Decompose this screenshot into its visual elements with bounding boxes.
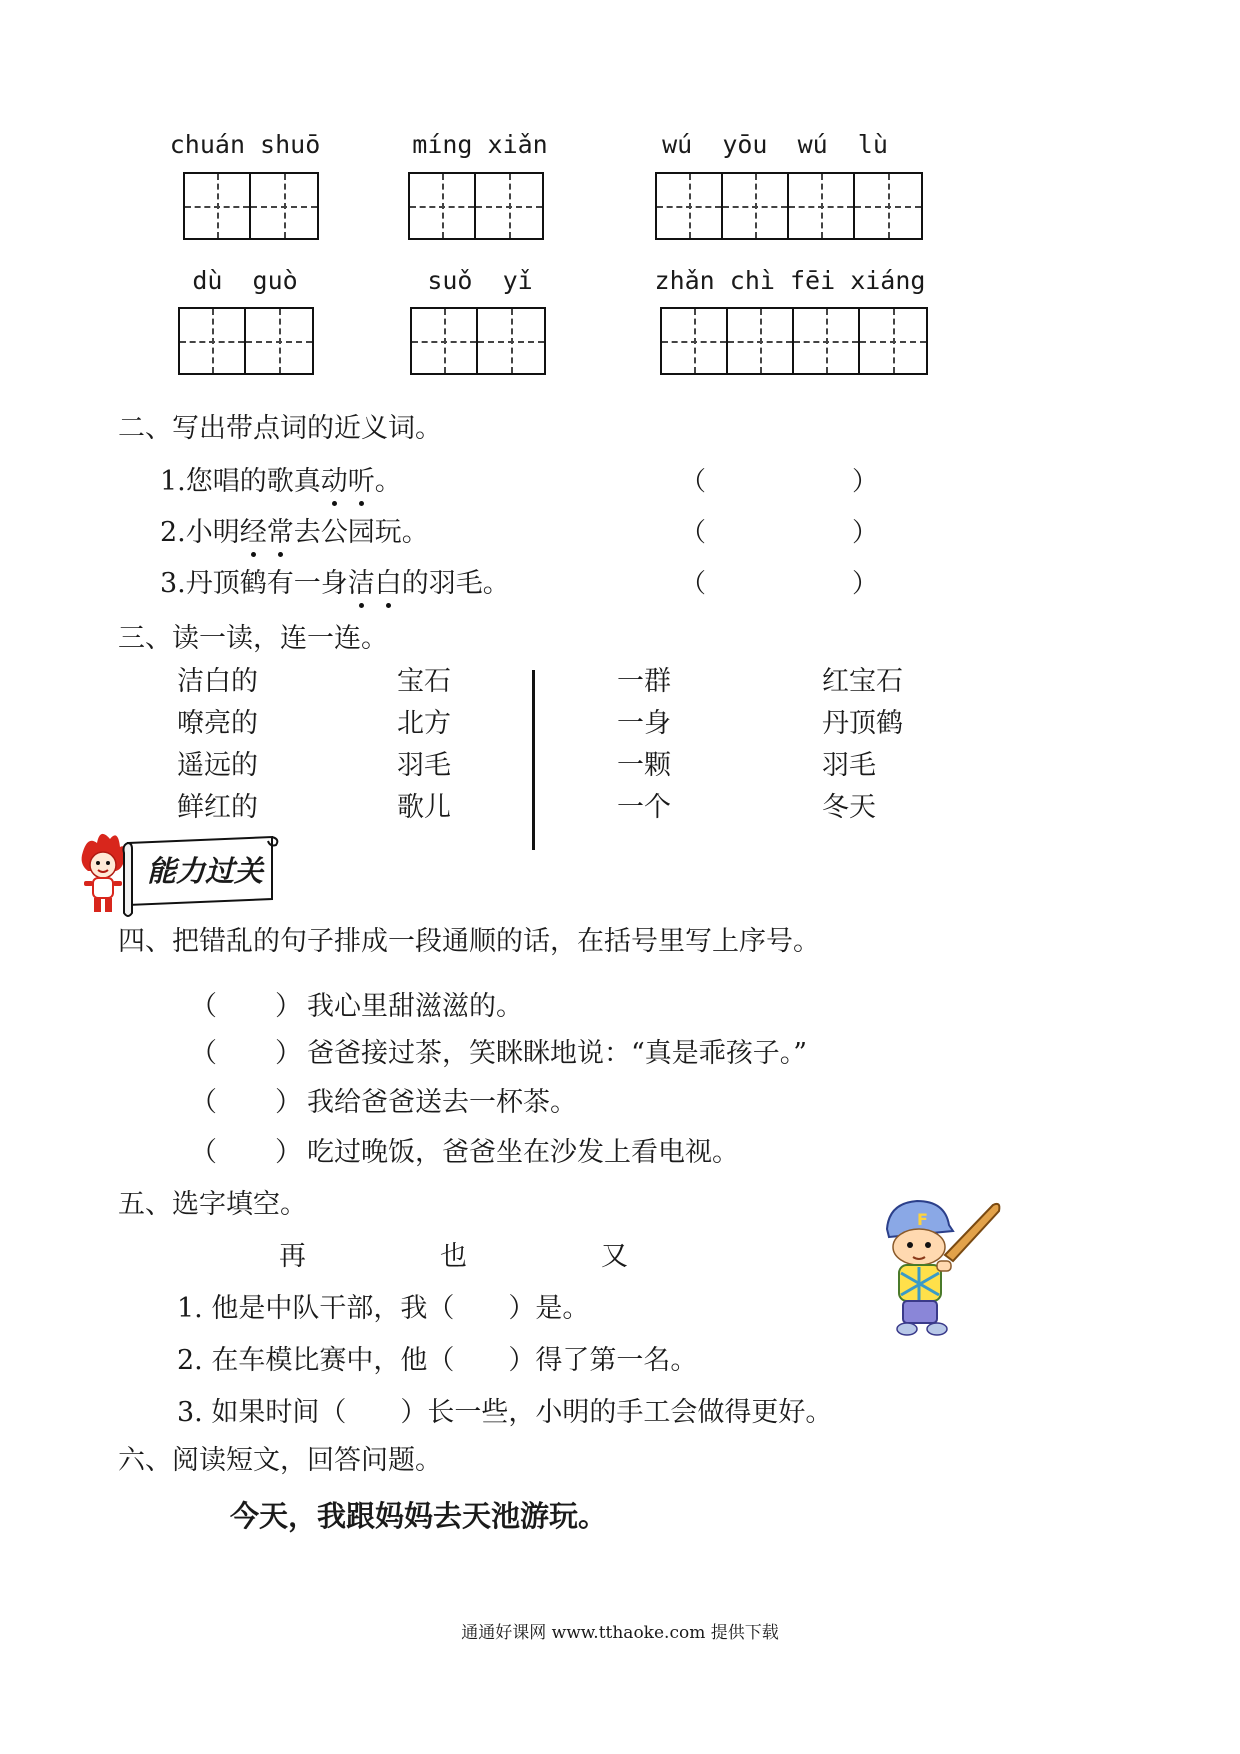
fill-item[interactable]: 1. 他是中队干部，我（ ）是。 — [177, 1293, 590, 1324]
pinyin-label: chuán shuō — [169, 130, 321, 159]
order-paren-close: ） — [275, 991, 302, 1022]
pinyin-label: wú yōu wú lù — [662, 130, 888, 159]
choice-char: 再 — [279, 1241, 306, 1272]
choice-char: 也 — [440, 1241, 467, 1272]
section-title: 三、读一读，连一连。 — [118, 623, 388, 654]
match-word[interactable]: 遥远的 — [177, 750, 258, 781]
match-word[interactable]: 一颗 — [617, 750, 671, 781]
baseball-kid-icon — [875, 1195, 1005, 1345]
order-paren-close: ） — [275, 1137, 302, 1168]
match-word[interactable]: 羽毛 — [822, 750, 876, 781]
section-title: 二、写出带点词的近义词。 — [118, 413, 442, 444]
answer-paren-close: ） — [852, 467, 879, 497]
match-word[interactable]: 鲜红的 — [177, 792, 258, 823]
match-word[interactable]: 北方 — [397, 708, 451, 739]
order-blank[interactable] — [210, 990, 270, 1024]
writing-grid[interactable] — [408, 172, 544, 240]
section-title: 四、把错乱的句子排成一段通顺的话，在括号里写上序号。 — [118, 926, 820, 957]
order-sentence: 吃过晚饭，爸爸坐在沙发上看电视。 — [307, 1137, 739, 1168]
pinyin-label: dù guò — [192, 266, 298, 295]
order-paren-open: （ — [190, 1087, 217, 1118]
order-paren-open: （ — [190, 1038, 217, 1069]
writing-grid[interactable] — [655, 172, 923, 240]
question-item: 1.您唱的歌真动听。 — [160, 466, 402, 497]
match-word[interactable]: 一身 — [617, 708, 671, 739]
svg-text:F: F — [917, 1210, 928, 1229]
match-word[interactable]: 一个 — [617, 792, 671, 823]
section-title: 六、阅读短文，回答问题。 — [118, 1445, 442, 1476]
column-divider — [532, 670, 535, 850]
ability-banner — [72, 825, 282, 925]
writing-grid[interactable] — [410, 307, 546, 375]
question-item: 3.丹顶鹤有一身洁白的羽毛。 — [160, 568, 510, 599]
match-word[interactable]: 嘹亮的 — [177, 708, 258, 739]
match-word[interactable]: 宝石 — [397, 666, 451, 697]
match-word[interactable]: 一群 — [617, 666, 671, 697]
question-item: 2.小明经常去公园玩。 — [160, 517, 429, 548]
answer-paren-open: （ — [680, 569, 707, 599]
order-blank[interactable] — [210, 1136, 270, 1170]
answer-paren-close: ） — [852, 518, 879, 548]
answer-blank[interactable] — [700, 516, 850, 550]
match-word[interactable]: 歌儿 — [397, 792, 451, 823]
choice-char: 又 — [601, 1241, 628, 1272]
fill-item[interactable]: 3. 如果时间（ ）长一些，小明的手工会做得更好。 — [177, 1397, 833, 1428]
answer-paren-open: （ — [680, 467, 707, 497]
fill-item[interactable]: 2. 在车模比赛中，他（ ）得了第一名。 — [177, 1345, 698, 1376]
writing-grid[interactable] — [183, 172, 319, 240]
order-paren-close: ） — [275, 1038, 302, 1069]
answer-paren-open: （ — [680, 518, 707, 548]
answer-paren-close: ） — [852, 569, 879, 599]
page-footer: 通通好课网 www.tthaoke.com 提供下载 — [461, 1623, 779, 1643]
answer-blank[interactable] — [700, 465, 850, 499]
match-word[interactable]: 丹顶鹤 — [822, 708, 903, 739]
order-blank[interactable] — [210, 1037, 270, 1071]
section-title: 五、选字填空。 — [118, 1189, 307, 1220]
order-sentence: 我给爸爸送去一杯茶。 — [307, 1087, 577, 1118]
banner-label: 能力过关 — [147, 854, 264, 888]
match-word[interactable]: 羽毛 — [397, 750, 451, 781]
order-blank[interactable] — [210, 1086, 270, 1120]
match-word[interactable]: 冬天 — [822, 792, 876, 823]
order-sentence: 我心里甜滋滋的。 — [307, 991, 523, 1022]
pinyin-label: míng xiǎn — [412, 130, 548, 159]
writing-grid[interactable] — [178, 307, 314, 375]
order-sentence: 爸爸接过茶，笑眯眯地说：“真是乖孩子。” — [307, 1038, 808, 1069]
order-paren-open: （ — [190, 1137, 217, 1168]
pinyin-label: suǒ yǐ — [427, 266, 533, 295]
writing-grid[interactable] — [660, 307, 928, 375]
pinyin-label: zhǎn chì fēi xiáng — [654, 266, 926, 295]
reading-passage: 今天，我跟妈妈去天池游玩。 — [230, 1501, 608, 1533]
match-word[interactable]: 红宝石 — [822, 666, 903, 697]
answer-blank[interactable] — [700, 567, 850, 601]
order-paren-close: ） — [275, 1087, 302, 1118]
match-word[interactable]: 洁白的 — [177, 666, 258, 697]
order-paren-open: （ — [190, 991, 217, 1022]
